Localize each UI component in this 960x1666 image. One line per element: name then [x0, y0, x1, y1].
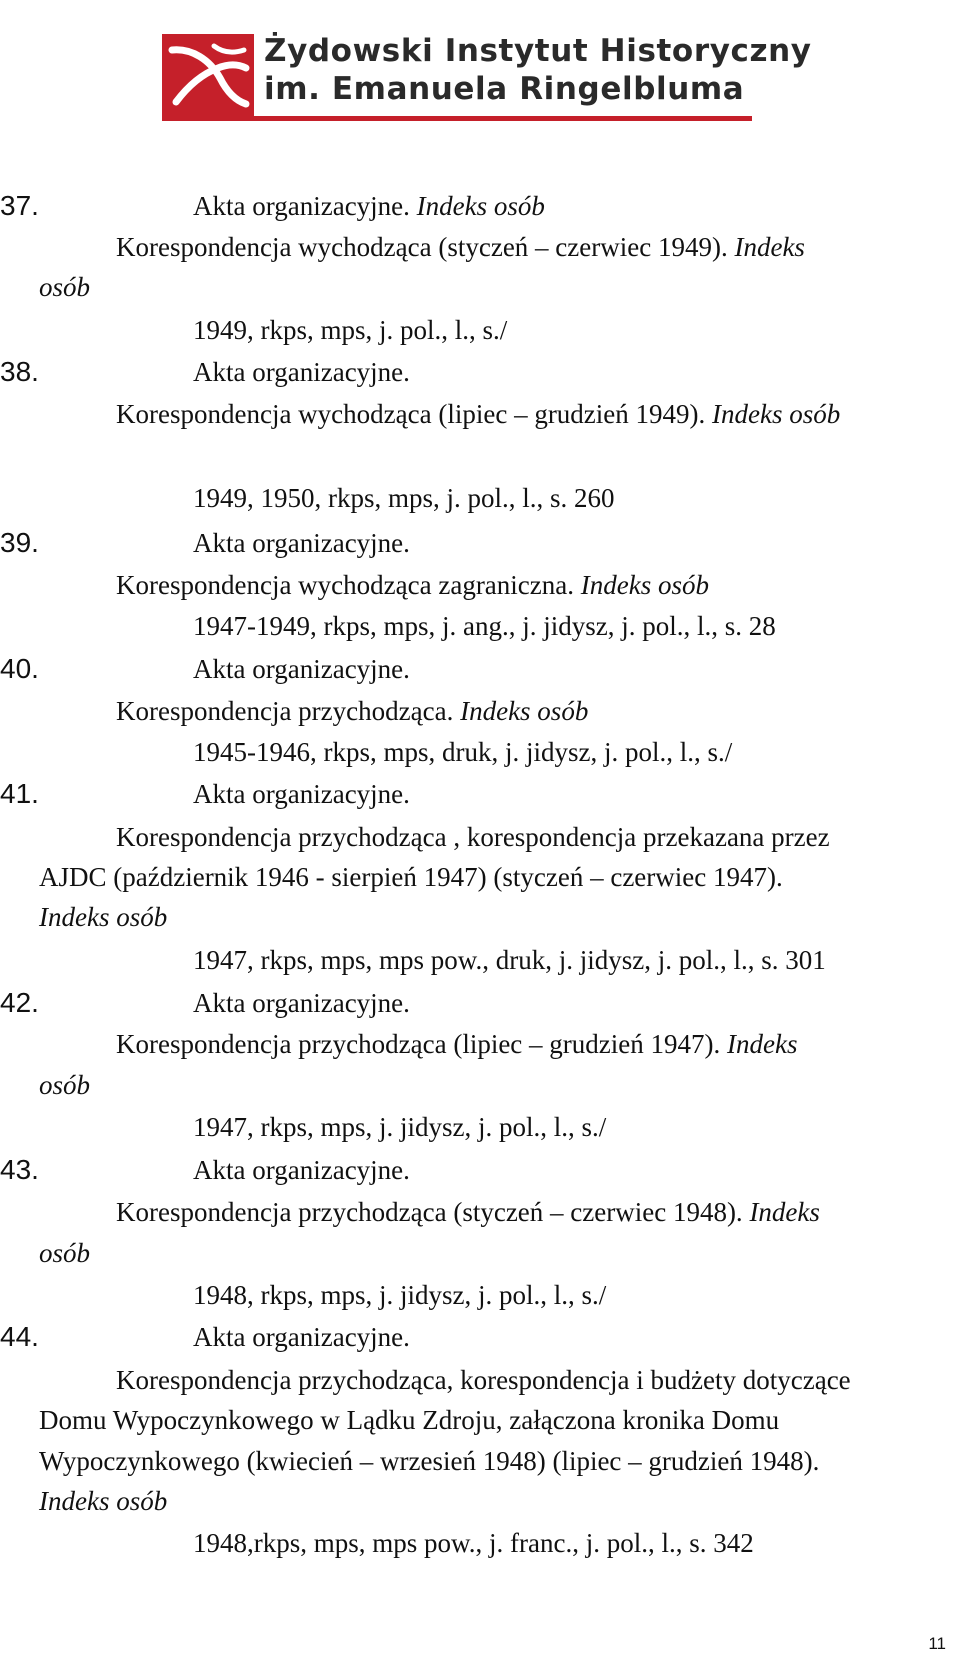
logo-line-1: Żydowski Instytut Historyczny [264, 33, 812, 69]
entry-43-index-row [39, 1236, 90, 1270]
entry-38-title-row [116, 397, 840, 431]
entry-43-label-row [193, 1153, 410, 1187]
entry-label: Akta organizacyjne. [193, 779, 410, 809]
entry-41-details-row [193, 943, 826, 977]
entry-label: Akta organizacyjne. [193, 988, 410, 1018]
entry-details: 1947, rkps, mps, j. jidysz, j. pol., l., s./ [193, 1112, 607, 1142]
entry-label: Akta organizacyjne. [193, 528, 410, 558]
entry-number: 39. [0, 527, 39, 558]
entry-details: 1945-1946, rkps, mps, druk, j. jidysz, j. pol., l., s./ [193, 737, 733, 767]
entry-title: AJDC (październik 1946 - sierpień 1947) (styczeń – czerwiec 1947). [39, 862, 783, 892]
entry-title: Korespondencja wychodząca (styczeń – czerwiec 1949). [116, 232, 728, 262]
page-number: 11 [928, 1634, 946, 1653]
entry-label: Akta organizacyjne. [193, 357, 410, 387]
entry-details: 1949, rkps, mps, j. pol., l., s./ [193, 315, 508, 345]
entry-number: 37. [0, 190, 39, 221]
entry-title-index: Indeks osób [712, 399, 841, 429]
entry-42-index-row [39, 1068, 90, 1102]
entry-39-details-row [193, 609, 776, 643]
entry-title: Korespondencja przychodząca (lipiec – grudzień 1947). [116, 1029, 721, 1059]
entry-41-title-row-2 [39, 860, 783, 894]
entry-38-details-row [193, 481, 615, 515]
logo-emblem-icon [162, 34, 254, 116]
entry-42-details-row [193, 1110, 606, 1144]
entry-number: 40. [0, 653, 39, 684]
entry-40-label-row [193, 652, 410, 686]
entry-label: Akta organizacyjne. [193, 1155, 410, 1185]
entry-title: Korespondencja przychodząca. [116, 696, 454, 726]
entry-title: Korespondencja przychodząca, korespondencja i budżety dotyczące [116, 1365, 851, 1395]
entry-label: Akta organizacyjne. [193, 1322, 410, 1352]
entry-label: Akta organizacyjne. [193, 191, 410, 221]
entry-42-title-row [116, 1027, 797, 1061]
entry-title-index: osób [39, 1070, 91, 1100]
entry-details: 1947, rkps, mps, mps pow., druk, j. jidysz, j. pol., l., s. 301 [193, 945, 826, 975]
entry-details: 1949, 1950, rkps, mps, j. pol., l., s. 260 [193, 483, 615, 513]
entry-37-label-row [193, 189, 545, 223]
entry-details: 1947-1949, rkps, mps, j. ang., j. jidysz, j. pol., l., s. 28 [193, 611, 776, 641]
logo-line-2: im. Emanuela Ringelbluma [264, 71, 745, 107]
entry-44-label-row [193, 1320, 410, 1354]
entry-37-title-row [116, 230, 805, 264]
entry-title: Korespondencja wychodząca zagraniczna. [116, 570, 574, 600]
entry-title-index: Indeks osób [39, 902, 168, 932]
entry-44-details-row [193, 1526, 754, 1560]
entry-41-label-row [193, 777, 410, 811]
entry-label: Akta organizacyjne. [193, 654, 410, 684]
entry-39-label-row [193, 526, 410, 560]
entry-details: 1948, rkps, mps, j. jidysz, j. pol., l., s./ [193, 1280, 607, 1310]
entry-number: 42. [0, 987, 39, 1018]
entry-number: 38. [0, 356, 39, 387]
entry-44-title-row-2 [39, 1403, 779, 1437]
entry-43-details-row [193, 1278, 606, 1312]
institute-logo [162, 33, 812, 126]
entry-number: 43. [0, 1154, 39, 1185]
entry-title-index: osób [39, 272, 91, 302]
entry-title-index: Indeks osób [460, 696, 589, 726]
entry-title-index: Indeks osób [580, 570, 709, 600]
entry-title-index: Indeks [749, 1197, 820, 1227]
entry-37-index-row [39, 270, 90, 304]
entry-title: Korespondencja wychodząca (lipiec – grudzień 1949). [116, 399, 706, 429]
logo-text [264, 32, 812, 108]
logo-underline [162, 116, 752, 121]
entry-39-title-row [116, 568, 709, 602]
entry-44-index-row [39, 1484, 167, 1518]
entry-title-index: Indeks osób [39, 1486, 168, 1516]
entry-44-title-row-1 [116, 1363, 851, 1397]
entry-details: 1948,rkps, mps, mps pow., j. franc., j. pol., l., s. 342 [193, 1528, 754, 1558]
entry-37-details-row [193, 313, 507, 347]
entry-44-title-row-3 [39, 1444, 819, 1478]
entry-title: Korespondencja przychodząca (styczeń – czerwiec 1948). [116, 1197, 743, 1227]
entry-title: Korespondencja przychodząca , korespondencja przekazana przez [116, 822, 830, 852]
entry-40-details-row [193, 735, 732, 769]
entry-40-title-row [116, 694, 588, 728]
entry-title-index: Indeks [727, 1029, 798, 1059]
entry-number: 41. [0, 778, 39, 809]
entry-label-index: Indeks osób [416, 191, 545, 221]
entry-41-index-row [39, 900, 167, 934]
entry-title-index: Indeks [734, 232, 805, 262]
entry-title: Wypoczynkowego (kwiecień – wrzesień 1948) (lipiec – grudzień 1948). [39, 1446, 820, 1476]
entry-title: Domu Wypoczynkowego w Lądku Zdroju, załączona kronika Domu [39, 1405, 780, 1435]
entry-42-label-row [193, 986, 410, 1020]
entry-43-title-row [116, 1195, 820, 1229]
entry-41-title-row-1 [116, 820, 830, 854]
entry-38-label-row [193, 355, 410, 389]
entry-number: 44. [0, 1321, 39, 1352]
entry-title-index: osób [39, 1238, 91, 1268]
